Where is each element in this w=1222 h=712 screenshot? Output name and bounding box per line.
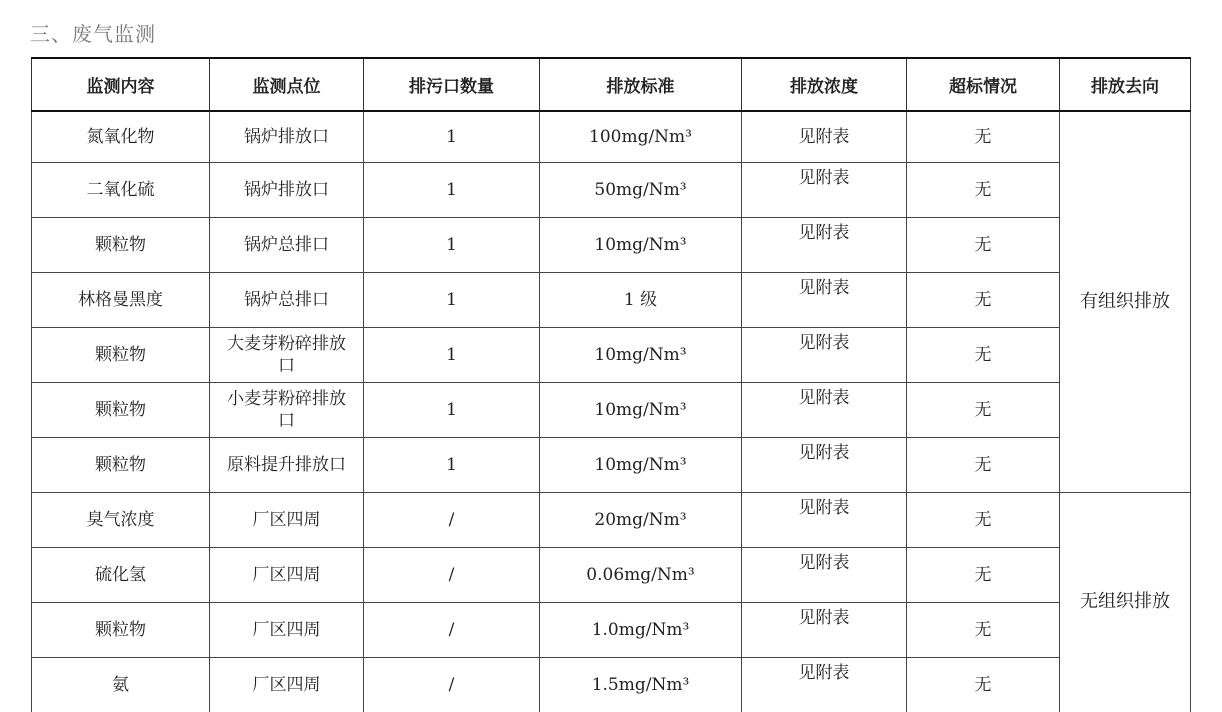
concentration-cell-text: 见附表 xyxy=(798,443,850,463)
standard-cell xyxy=(540,438,742,493)
exceedance-cell xyxy=(907,438,1060,493)
outlet-count-cell-text: 1 xyxy=(446,127,457,147)
header-exceedance: 超标情况 xyxy=(907,58,1060,111)
header-row xyxy=(32,58,1191,111)
standard-cell-text: 1.5mg/Nm³ xyxy=(591,675,690,695)
standard-cell xyxy=(540,218,742,273)
point-cell-text: 厂区四周 xyxy=(252,565,321,585)
exceedance-cell-text: 无 xyxy=(974,345,992,365)
pollutant-cell-text: 林格曼黑度 xyxy=(78,290,163,310)
header-outlet-count: 排污口数量 xyxy=(364,58,540,111)
pollutant-cell-text: 颗粒物 xyxy=(95,345,146,365)
concentration-cell-text: 见附表 xyxy=(798,168,850,188)
standard-cell xyxy=(540,273,742,328)
point-cell xyxy=(210,163,364,218)
concentration-cell-text: 见附表 xyxy=(798,333,850,353)
outlet-count-cell-text: 1 xyxy=(446,180,457,200)
exceedance-cell-text: 无 xyxy=(974,400,992,420)
outlet-count-cell xyxy=(364,658,540,712)
concentration-cell xyxy=(742,383,907,438)
table-row xyxy=(32,493,1191,548)
header-monitoring-point: 监测点位 xyxy=(210,58,364,111)
pollutant-cell xyxy=(32,328,210,383)
outlet-count-cell xyxy=(364,328,540,383)
exceedance-cell-text: 无 xyxy=(974,127,992,147)
point-cell-text: 厂区四周 xyxy=(252,675,321,695)
concentration-cell-text: 见附表 xyxy=(798,608,850,628)
pollutant-cell-text: 臭气浓度 xyxy=(86,510,155,530)
outlet-count-cell xyxy=(364,548,540,603)
destination-cell xyxy=(1060,493,1191,712)
standard-cell xyxy=(540,111,742,163)
point-cell xyxy=(210,383,364,438)
concentration-cell-text: 见附表 xyxy=(798,127,850,147)
pollutant-cell-text: 颗粒物 xyxy=(95,235,146,255)
outlet-count-cell-text: 1 xyxy=(446,345,457,365)
point-cell xyxy=(210,111,364,163)
concentration-cell xyxy=(742,218,907,273)
table-row xyxy=(32,111,1191,163)
concentration-cell-text: 见附表 xyxy=(798,553,850,573)
standard-cell-text: 10mg/Nm³ xyxy=(594,400,687,420)
point-cell-text: 锅炉排放口 xyxy=(244,127,329,147)
exceedance-cell-text: 无 xyxy=(974,455,992,475)
exceedance-cell xyxy=(907,218,1060,273)
exceedance-cell xyxy=(907,603,1060,658)
exceedance-cell-text: 无 xyxy=(974,510,992,530)
standard-cell xyxy=(540,383,742,438)
exceedance-cell-text: 无 xyxy=(974,620,992,640)
table-row xyxy=(32,548,1191,603)
exceedance-cell-text: 无 xyxy=(974,565,992,585)
table-row xyxy=(32,383,1191,438)
point-cell-text: 原料提升排放口 xyxy=(227,455,346,475)
outlet-count-cell-text: / xyxy=(448,510,455,530)
standard-cell-text: 10mg/Nm³ xyxy=(594,345,687,365)
outlet-count-cell xyxy=(364,493,540,548)
concentration-cell-text: 见附表 xyxy=(798,278,850,298)
exceedance-cell xyxy=(907,383,1060,438)
point-cell xyxy=(210,493,364,548)
point-cell xyxy=(210,438,364,493)
table-body xyxy=(32,111,1191,712)
standard-cell xyxy=(540,163,742,218)
table-row xyxy=(32,603,1191,658)
destination-cell xyxy=(1060,111,1191,493)
header-monitoring-content: 监测内容 xyxy=(32,58,210,111)
concentration-cell xyxy=(742,328,907,383)
point-cell-text: 小麦芽粉碎排放口 xyxy=(227,389,346,431)
point-cell-text: 锅炉总排口 xyxy=(244,235,329,255)
section-title: 三、废气监测 xyxy=(30,22,156,46)
table-row xyxy=(32,273,1191,328)
standard-cell xyxy=(540,328,742,383)
point-cell xyxy=(210,218,364,273)
outlet-count-cell-text: 1 xyxy=(446,400,457,420)
standard-cell-text: 10mg/Nm³ xyxy=(594,455,687,475)
standard-cell-text: 20mg/Nm³ xyxy=(594,510,687,530)
outlet-count-cell xyxy=(364,273,540,328)
outlet-count-cell xyxy=(364,603,540,658)
pollutant-cell xyxy=(32,383,210,438)
outlet-count-cell-text: / xyxy=(448,565,455,585)
standard-cell-text: 1 级 xyxy=(623,290,658,310)
concentration-cell xyxy=(742,438,907,493)
concentration-cell xyxy=(742,603,907,658)
exceedance-cell xyxy=(907,658,1060,712)
point-cell-text: 锅炉排放口 xyxy=(244,180,329,200)
table-row xyxy=(32,218,1191,273)
table-row xyxy=(32,438,1191,493)
exceedance-cell xyxy=(907,163,1060,218)
standard-cell xyxy=(540,658,742,712)
pollutant-cell-text: 颗粒物 xyxy=(95,620,146,640)
standard-cell xyxy=(540,493,742,548)
standard-cell xyxy=(540,548,742,603)
exceedance-cell-text: 无 xyxy=(974,180,992,200)
pollutant-cell-text: 氨 xyxy=(112,675,129,695)
exceedance-cell xyxy=(907,548,1060,603)
outlet-count-cell xyxy=(364,383,540,438)
pollutant-cell-text: 二氧化硫 xyxy=(86,180,155,200)
outlet-count-cell-text: / xyxy=(448,620,455,640)
concentration-cell-text: 见附表 xyxy=(798,663,850,683)
waste-gas-monitoring-table xyxy=(31,57,1191,712)
pollutant-cell-text: 颗粒物 xyxy=(95,400,146,420)
concentration-cell xyxy=(742,658,907,712)
table-row xyxy=(32,328,1191,383)
concentration-cell-text: 见附表 xyxy=(798,388,850,408)
pollutant-cell xyxy=(32,273,210,328)
point-cell-text: 大麦芽粉碎排放口 xyxy=(227,334,346,376)
standard-cell-text: 1.0mg/Nm³ xyxy=(591,620,690,640)
exceedance-cell xyxy=(907,493,1060,548)
pollutant-cell-text: 氮氧化物 xyxy=(86,127,155,147)
outlet-count-cell xyxy=(364,111,540,163)
exceedance-cell xyxy=(907,111,1060,163)
point-cell-text: 锅炉总排口 xyxy=(244,290,329,310)
concentration-cell-text: 见附表 xyxy=(798,498,850,518)
pollutant-cell-text: 硫化氢 xyxy=(95,565,146,585)
pollutant-cell xyxy=(32,438,210,493)
point-cell xyxy=(210,658,364,712)
pollutant-cell-text: 颗粒物 xyxy=(95,455,146,475)
standard-cell-text: 10mg/Nm³ xyxy=(594,235,687,255)
concentration-cell xyxy=(742,111,907,163)
header-emission-concentration: 排放浓度 xyxy=(742,58,907,111)
outlet-count-cell-text: / xyxy=(448,675,455,695)
concentration-cell xyxy=(742,273,907,328)
outlet-count-cell xyxy=(364,163,540,218)
concentration-cell xyxy=(742,548,907,603)
exceedance-cell xyxy=(907,328,1060,383)
concentration-cell-text: 见附表 xyxy=(798,223,850,243)
exceedance-cell xyxy=(907,273,1060,328)
outlet-count-cell xyxy=(364,218,540,273)
point-cell xyxy=(210,328,364,383)
table-row xyxy=(32,163,1191,218)
header-emission-standard: 排放标准 xyxy=(540,58,742,111)
pollutant-cell xyxy=(32,493,210,548)
table-row xyxy=(32,658,1191,712)
point-cell xyxy=(210,603,364,658)
pollutant-cell xyxy=(32,603,210,658)
standard-cell-text: 50mg/Nm³ xyxy=(594,180,687,200)
standard-cell xyxy=(540,603,742,658)
concentration-cell xyxy=(742,163,907,218)
exceedance-cell-text: 无 xyxy=(974,290,992,310)
outlet-count-cell-text: 1 xyxy=(446,290,457,310)
pollutant-cell xyxy=(32,548,210,603)
point-cell-text: 厂区四周 xyxy=(252,620,321,640)
standard-cell-text: 0.06mg/Nm³ xyxy=(586,565,695,585)
point-cell xyxy=(210,273,364,328)
destination-label: 有组织排放 xyxy=(1080,291,1170,312)
destination-label: 无组织排放 xyxy=(1080,591,1170,613)
pollutant-cell xyxy=(32,111,210,163)
point-cell-text: 厂区四周 xyxy=(252,510,321,530)
pollutant-cell xyxy=(32,218,210,273)
outlet-count-cell-text: 1 xyxy=(446,455,457,475)
concentration-cell xyxy=(742,493,907,548)
exceedance-cell-text: 无 xyxy=(974,675,992,695)
pollutant-cell xyxy=(32,658,210,712)
exceedance-cell-text: 无 xyxy=(974,235,992,255)
pollutant-cell xyxy=(32,163,210,218)
outlet-count-cell xyxy=(364,438,540,493)
point-cell xyxy=(210,548,364,603)
standard-cell-text: 100mg/Nm³ xyxy=(589,127,692,147)
outlet-count-cell-text: 1 xyxy=(446,235,457,255)
header-emission-destination: 排放去向 xyxy=(1060,58,1191,111)
